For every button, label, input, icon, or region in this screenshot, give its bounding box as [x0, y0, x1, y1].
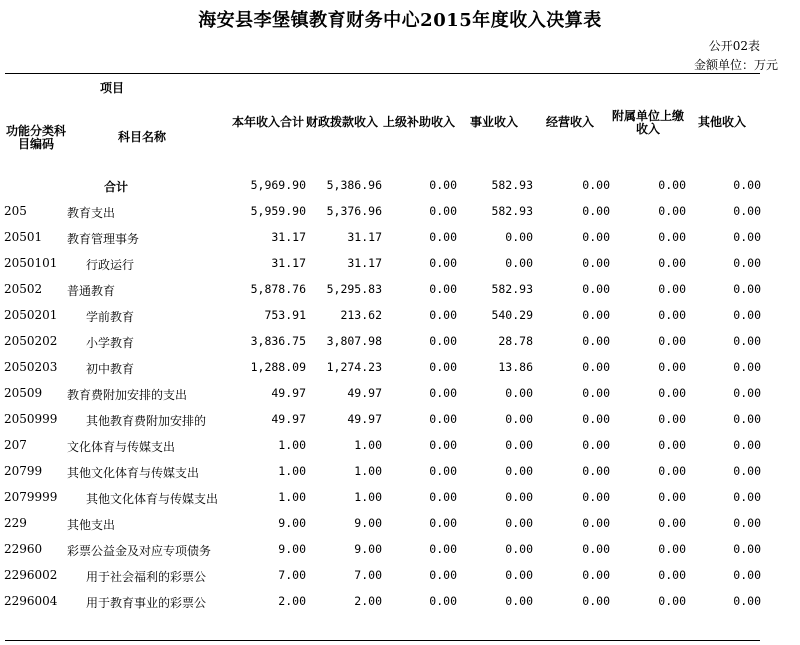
row-value: 2.00: [278, 594, 306, 608]
row-value: 49.97: [271, 412, 306, 426]
row-value: 2.00: [354, 594, 382, 608]
row-name: 教育支出: [67, 206, 116, 220]
row-value: 0.00: [733, 282, 761, 296]
row-value: 0.00: [429, 464, 457, 478]
table-row: [0, 412, 800, 438]
table-row: [0, 204, 800, 230]
row-code: 205: [4, 204, 27, 218]
row-value: 582.93: [491, 282, 533, 296]
row-value: 0.00: [658, 256, 686, 270]
header-project: 项目: [100, 81, 125, 95]
row-code: 20502: [4, 282, 43, 296]
row-code: 2050101: [4, 256, 58, 270]
row-code: 22960: [4, 542, 43, 556]
row-value: 0.00: [582, 360, 610, 374]
table-row: [0, 516, 800, 542]
row-value: 49.97: [347, 412, 382, 426]
row-value: 0.00: [658, 360, 686, 374]
row-value: 9.00: [278, 542, 306, 556]
header-operating-income: 经营收入: [546, 115, 595, 129]
row-value: 0.00: [733, 230, 761, 244]
row-value: 0.00: [429, 360, 457, 374]
header-other-income: 其他收入: [698, 115, 747, 129]
row-value: 0.00: [658, 282, 686, 296]
row-value: 1.00: [354, 438, 382, 452]
row-value: 0.00: [505, 386, 533, 400]
row-value: 9.00: [278, 516, 306, 530]
row-value: 0.00: [505, 568, 533, 582]
row-value: 7.00: [278, 568, 306, 582]
row-value: 0.00: [582, 334, 610, 348]
row-name: 其他教育费附加安排的: [86, 414, 207, 428]
header-total-income: 本年收入合计: [232, 115, 305, 129]
row-value: 0.00: [658, 230, 686, 244]
row-value: 0.00: [733, 516, 761, 530]
row-value: 5,376.96: [326, 204, 382, 218]
top-rule: [5, 73, 760, 74]
row-value: 0.00: [429, 412, 457, 426]
row-value: 753.91: [264, 308, 306, 322]
row-value: 28.78: [498, 334, 533, 348]
row-value: 49.97: [347, 386, 382, 400]
header-name: 科目名称: [118, 130, 167, 144]
row-value: 5,386.96: [326, 178, 382, 192]
table-row: [0, 490, 800, 516]
header-business-income: 事业收入: [470, 115, 519, 129]
row-value: 582.93: [491, 178, 533, 192]
row-value: 540.29: [491, 308, 533, 322]
table-row: [0, 464, 800, 490]
row-value: 0.00: [582, 438, 610, 452]
row-name: 合计: [104, 180, 129, 194]
header-code: 功能分类科目编码: [5, 124, 66, 151]
row-value: 0.00: [582, 308, 610, 322]
row-value: 0.00: [505, 412, 533, 426]
row-value: 5,959.90: [250, 204, 306, 218]
row-value: 1.00: [278, 464, 306, 478]
row-name: 行政运行: [86, 258, 135, 272]
amount-unit: 金额单位：万元: [693, 58, 778, 72]
row-value: 0.00: [582, 464, 610, 478]
row-code: 2079999: [4, 490, 58, 504]
bottom-rule: [5, 640, 760, 641]
table-row: [0, 334, 800, 360]
row-value: 0.00: [429, 230, 457, 244]
row-value: 1.00: [354, 464, 382, 478]
form-number: 公开02表: [708, 39, 760, 53]
row-value: 0.00: [733, 438, 761, 452]
row-value: 0.00: [658, 464, 686, 478]
row-value: 0.00: [733, 334, 761, 348]
row-name: 初中教育: [86, 362, 135, 376]
row-value: 1.00: [278, 490, 306, 504]
row-name: 学前教育: [86, 310, 135, 324]
row-value: 0.00: [733, 308, 761, 322]
report-title: 海安县李堡镇教育财务中心2015年度收入决算表: [198, 10, 602, 31]
row-value: 582.93: [491, 204, 533, 218]
row-code: 207: [4, 438, 27, 452]
row-value: 0.00: [658, 438, 686, 452]
row-value: 0.00: [658, 490, 686, 504]
row-code: 20509: [4, 386, 43, 400]
row-value: 0.00: [582, 594, 610, 608]
row-value: 0.00: [733, 178, 761, 192]
row-value: 0.00: [505, 490, 533, 504]
row-value: 0.00: [733, 568, 761, 582]
row-value: 0.00: [582, 568, 610, 582]
row-value: 0.00: [658, 308, 686, 322]
row-value: 0.00: [733, 490, 761, 504]
row-value: 0.00: [733, 360, 761, 374]
row-value: 0.00: [733, 542, 761, 556]
row-name: 教育费附加安排的支出: [67, 388, 188, 402]
table-row: [0, 256, 800, 282]
row-value: 0.00: [658, 516, 686, 530]
table-row: [0, 360, 800, 386]
row-code: 2296002: [4, 568, 58, 582]
row-value: 1,288.09: [250, 360, 306, 374]
row-value: 0.00: [505, 516, 533, 530]
row-value: 0.00: [429, 386, 457, 400]
row-code: 2296004: [4, 594, 58, 608]
row-value: 0.00: [658, 386, 686, 400]
row-value: 49.97: [271, 386, 306, 400]
row-value: 31.17: [347, 256, 382, 270]
table-row: [0, 438, 800, 464]
row-value: 0.00: [582, 282, 610, 296]
row-value: 0.00: [429, 334, 457, 348]
row-name: 用于教育事业的彩票公: [86, 596, 207, 610]
row-value: 0.00: [582, 204, 610, 218]
row-value: 0.00: [582, 490, 610, 504]
row-value: 1,274.23: [326, 360, 382, 374]
table-row: [0, 386, 800, 412]
row-value: 3,836.75: [250, 334, 306, 348]
row-name: 用于社会福利的彩票公: [86, 570, 207, 584]
row-value: 5,295.83: [326, 282, 382, 296]
row-value: 0.00: [582, 386, 610, 400]
row-value: 0.00: [582, 412, 610, 426]
row-value: 0.00: [429, 256, 457, 270]
row-name: 教育管理事务: [67, 232, 140, 246]
row-value: 0.00: [429, 204, 457, 218]
row-code: 2050202: [4, 334, 58, 348]
row-value: 3,807.98: [326, 334, 382, 348]
row-name: 其他支出: [67, 518, 116, 532]
table-row: [0, 282, 800, 308]
row-value: 0.00: [658, 334, 686, 348]
header-superior-subsidy: 上级补助收入: [383, 115, 456, 129]
row-code: 229: [4, 516, 27, 530]
row-value: 0.00: [658, 204, 686, 218]
row-name: 小学教育: [86, 336, 135, 350]
row-value: 1.00: [354, 490, 382, 504]
table-row: [0, 308, 800, 334]
row-value: 0.00: [429, 542, 457, 556]
row-name: 其他文化体育与传媒支出: [67, 466, 200, 480]
table-row: [0, 542, 800, 568]
table-row: [0, 594, 800, 620]
row-value: 0.00: [733, 464, 761, 478]
row-value: 5,969.90: [250, 178, 306, 192]
row-value: 0.00: [733, 204, 761, 218]
row-value: 0.00: [658, 594, 686, 608]
row-value: 0.00: [505, 256, 533, 270]
row-value: 7.00: [354, 568, 382, 582]
row-value: 0.00: [658, 568, 686, 582]
row-value: 0.00: [429, 568, 457, 582]
row-name: 普通教育: [67, 284, 116, 298]
row-value: 31.17: [347, 230, 382, 244]
row-code: 2050201: [4, 308, 58, 322]
row-value: 5,878.76: [250, 282, 306, 296]
row-value: 0.00: [505, 438, 533, 452]
row-value: 0.00: [429, 282, 457, 296]
row-value: 0.00: [505, 594, 533, 608]
row-value: 9.00: [354, 542, 382, 556]
row-value: 0.00: [733, 594, 761, 608]
row-value: 9.00: [354, 516, 382, 530]
row-value: 31.17: [271, 256, 306, 270]
row-value: 0.00: [505, 464, 533, 478]
row-value: 213.62: [340, 308, 382, 322]
row-value: 0.00: [582, 516, 610, 530]
row-value: 1.00: [278, 438, 306, 452]
row-value: 0.00: [429, 178, 457, 192]
row-value: 0.00: [429, 438, 457, 452]
row-name: 文化体育与传媒支出: [67, 440, 176, 454]
row-value: 0.00: [505, 542, 533, 556]
row-value: 0.00: [505, 230, 533, 244]
table-row: [0, 230, 800, 256]
row-value: 0.00: [582, 178, 610, 192]
row-value: 0.00: [582, 542, 610, 556]
row-value: 13.86: [498, 360, 533, 374]
row-value: 0.00: [582, 256, 610, 270]
row-value: 0.00: [429, 594, 457, 608]
row-code: 20501: [4, 230, 43, 244]
income-table-body: [0, 178, 800, 620]
row-value: 31.17: [271, 230, 306, 244]
row-value: 0.00: [429, 308, 457, 322]
row-code: 2050203: [4, 360, 58, 374]
row-value: 0.00: [429, 490, 457, 504]
table-row: [0, 178, 800, 204]
table-row: [0, 568, 800, 594]
row-value: 0.00: [658, 412, 686, 426]
row-value: 0.00: [429, 516, 457, 530]
row-value: 0.00: [733, 256, 761, 270]
row-name: 彩票公益金及对应专项债务: [67, 544, 212, 558]
row-code: 20799: [4, 464, 43, 478]
row-code: 2050999: [4, 412, 58, 426]
header-fiscal-income: 财政拨款收入: [306, 115, 379, 129]
row-value: 0.00: [658, 178, 686, 192]
row-value: 0.00: [733, 412, 761, 426]
row-value: 0.00: [582, 230, 610, 244]
row-name: 其他文化体育与传媒支出: [86, 492, 219, 506]
row-value: 0.00: [658, 542, 686, 556]
header-affiliate-income: 附属单位上缴收入: [611, 109, 684, 136]
row-value: 0.00: [733, 386, 761, 400]
